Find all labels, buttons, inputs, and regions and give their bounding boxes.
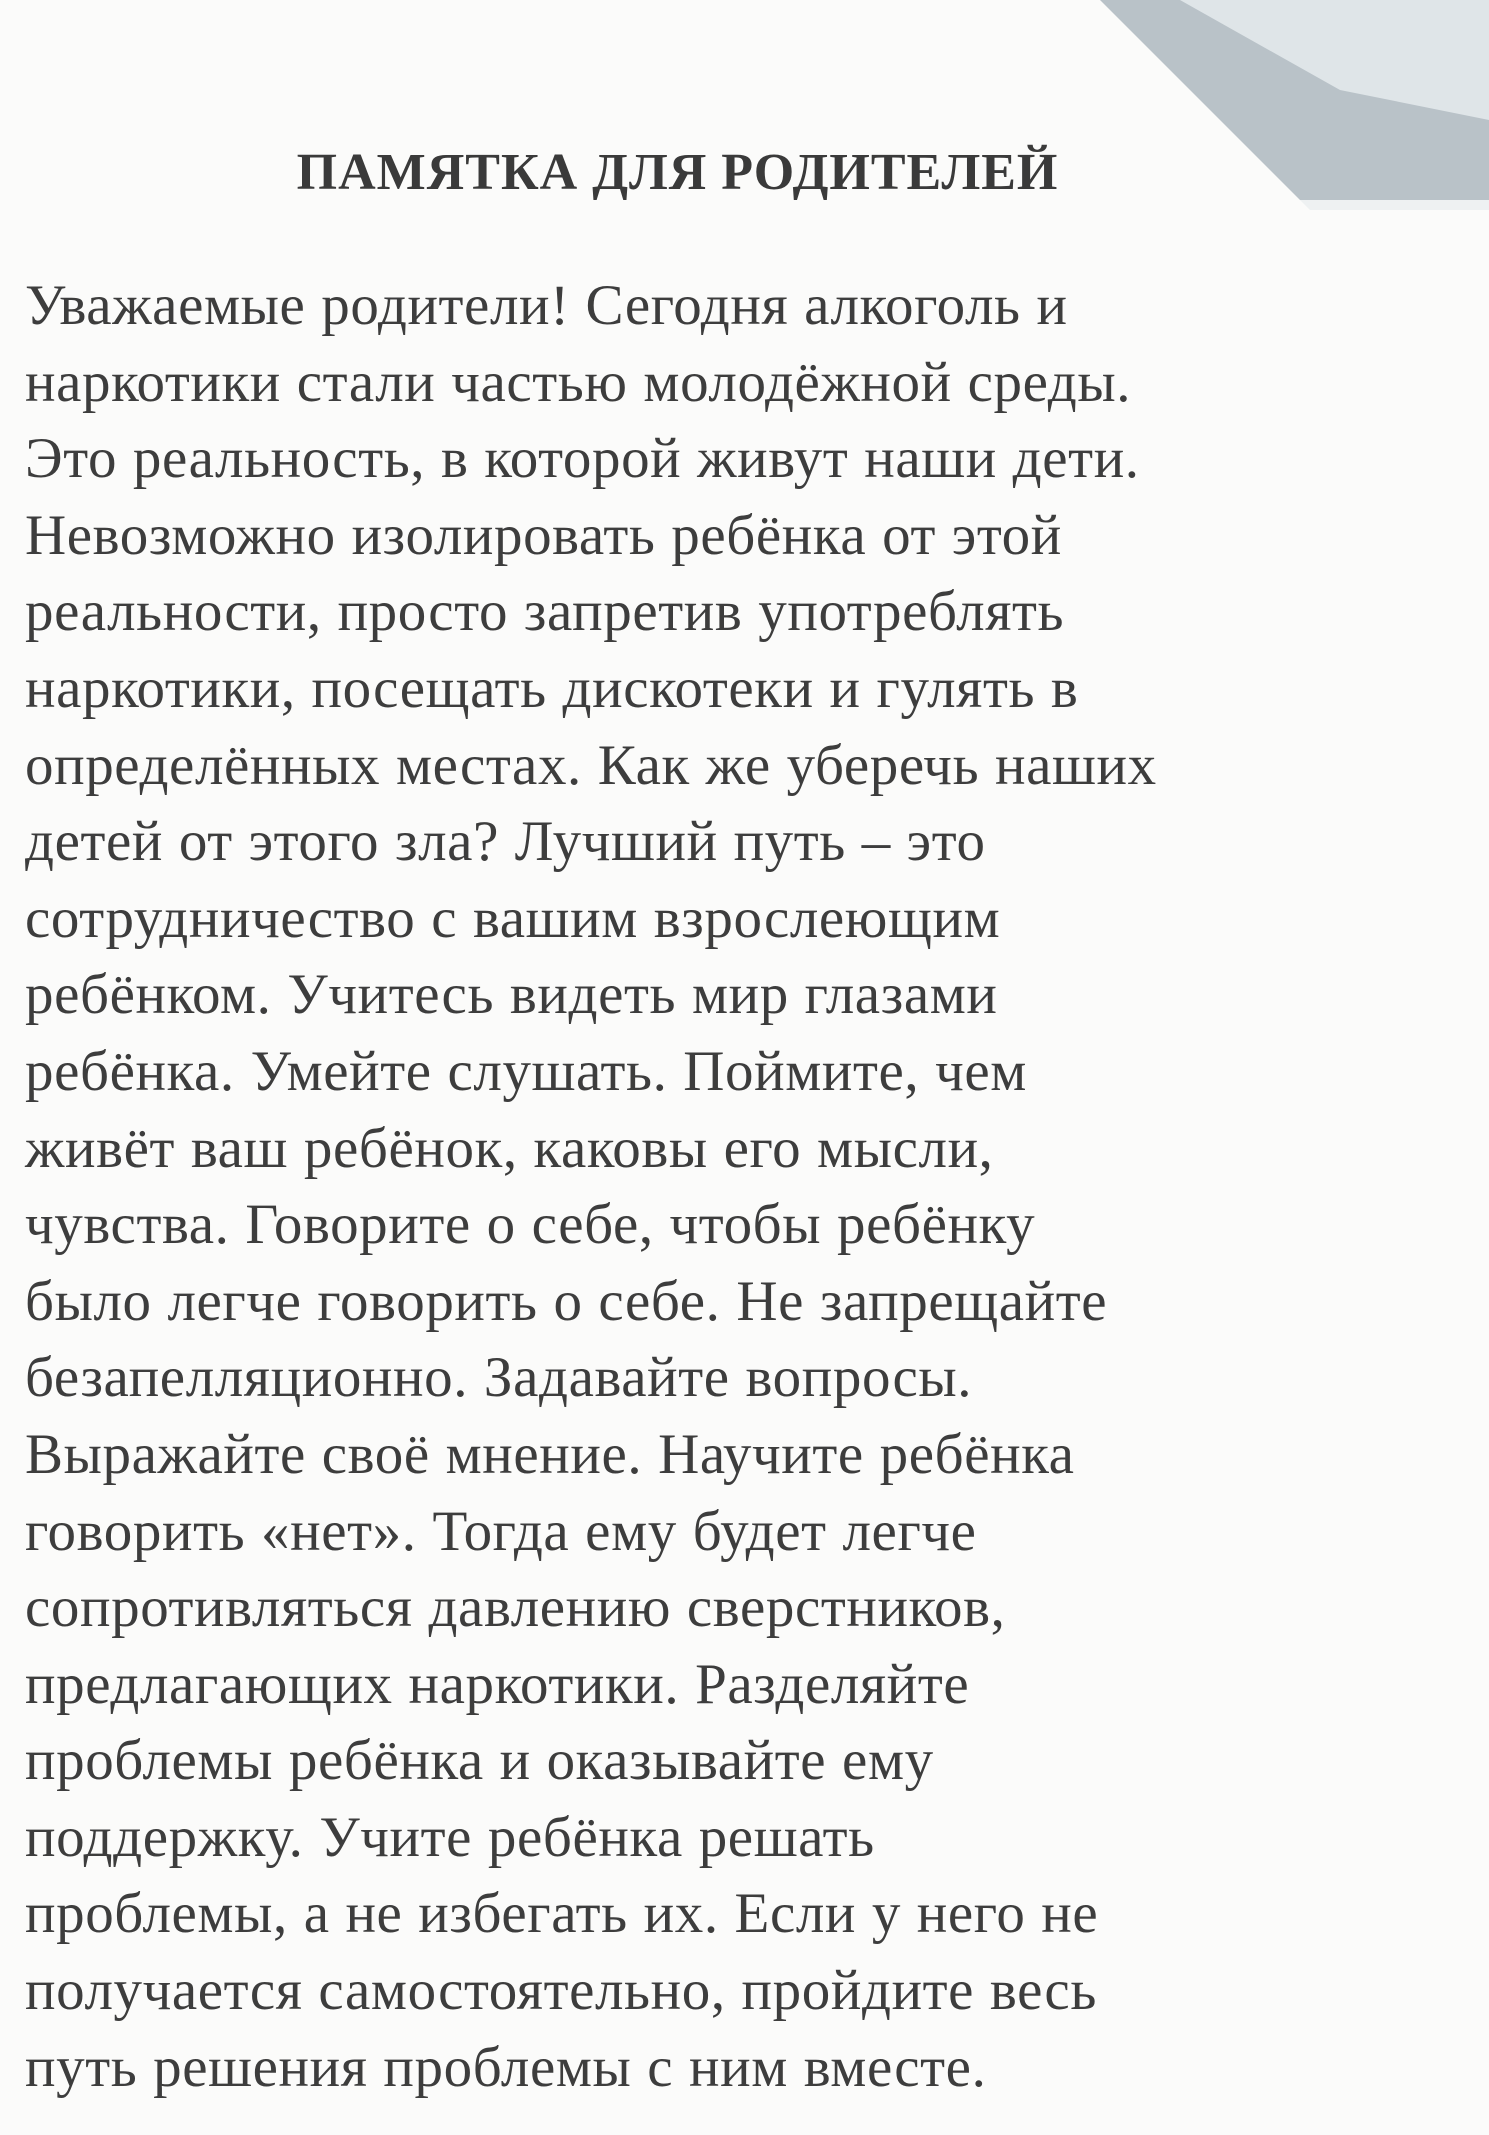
text-line: чувства. Говорите о себе, чтобы ребёнку bbox=[25, 1193, 1036, 1257]
text-line: было легче говорить о себе. Не запрещайте bbox=[25, 1269, 1108, 1333]
text-line: сопротивляться давлению сверстников, bbox=[25, 1576, 1006, 1640]
text-line: Выражайте своё мнение. Научите ребёнка bbox=[25, 1422, 1075, 1486]
text-line: поддержку. Учите ребёнка решать bbox=[25, 1805, 875, 1869]
text-line: Это реальность, в которой живут наши дети. bbox=[25, 427, 1140, 491]
text-line: путь решения проблемы с ним вместе. bbox=[25, 2035, 987, 2099]
text-line: Уважаемые родители! Сегодня алкоголь и bbox=[25, 274, 1068, 337]
text-line: Невозможно изолировать ребёнка от этой bbox=[25, 503, 1062, 567]
page-title: ПАМЯТКА ДЛЯ РОДИТЕЛЕЙ bbox=[296, 144, 1059, 201]
text-line: проблемы, а не избегать их. Если у него не bbox=[25, 1882, 1099, 1946]
text-line: наркотики стали частью молодёжной среды. bbox=[25, 350, 1132, 414]
text-line: живёт ваш ребёнок, каковы его мысли, bbox=[25, 1116, 994, 1180]
text-line: получается самостоятельно, пройдите весь bbox=[25, 1959, 1097, 2023]
text-line: реальности, просто запретив употреблять bbox=[25, 580, 1065, 644]
text-line: безапелляционно. Задавайте вопросы. bbox=[25, 1346, 973, 1410]
text-line: наркотики, посещать дискотеки и гулять в bbox=[25, 656, 1079, 720]
text-line: определённых местах. Как же уберечь наших bbox=[25, 733, 1157, 797]
text-line: говорить «нет». Тогда ему будет легче bbox=[25, 1499, 977, 1563]
text-line: сотрудничество с вашим взрослеющим bbox=[25, 886, 1001, 950]
text-line: ребёнком. Учитесь видеть мир глазами bbox=[25, 963, 998, 1027]
text-line: предлагающих наркотики. Разделяйте bbox=[25, 1652, 970, 1716]
text-line: ребёнка. Умейте слушать. Поймите, чем bbox=[25, 1039, 1027, 1103]
corner-highlight bbox=[1180, 0, 1489, 120]
text-line: проблемы ребёнка и оказывайте ему bbox=[25, 1729, 934, 1793]
memo-body bbox=[25, 268, 1365, 2106]
text-line: детей от этого зла? Лучший путь – это bbox=[25, 810, 986, 874]
